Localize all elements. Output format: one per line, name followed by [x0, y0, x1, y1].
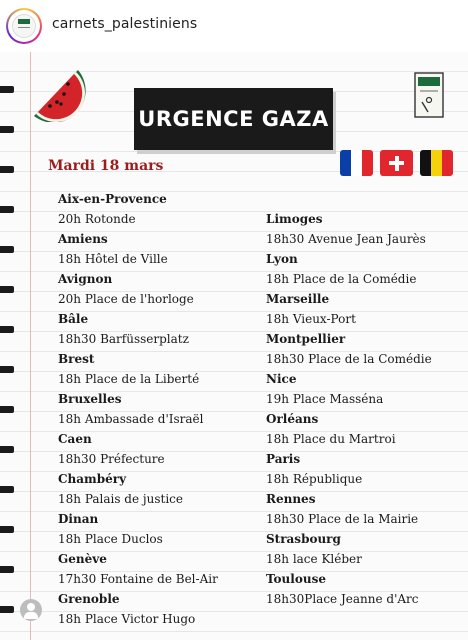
binder-ring	[0, 566, 14, 573]
binder-ring	[0, 246, 14, 253]
profile-avatar[interactable]	[6, 8, 42, 44]
binder-ring	[0, 286, 14, 293]
city-name: Toulouse	[266, 572, 326, 586]
city-name: Lyon	[266, 252, 298, 266]
event-detail: 18h30 Avenue Jean Jaurès	[266, 232, 426, 246]
binder-ring	[0, 126, 14, 133]
event-detail: 18h30Place Jeanne d'Arc	[266, 592, 419, 606]
city-name: Marseille	[266, 292, 330, 306]
event-detail: 18h Palais de justice	[58, 492, 183, 506]
event-detail: 18h Place de la Comédie	[266, 272, 417, 286]
event-detail: 18h Place Duclos	[58, 532, 163, 546]
event-detail: 18h Place Victor Hugo	[58, 612, 196, 626]
belgium-flag-icon	[420, 150, 453, 176]
binder-ring	[0, 406, 14, 413]
binder-ring	[0, 486, 14, 493]
right-column	[266, 209, 432, 609]
city-name: Paris	[266, 452, 301, 466]
binder-ring	[0, 526, 14, 533]
city-name: Strasbourg	[266, 532, 341, 546]
binder-ring	[0, 366, 14, 373]
binder-ring	[0, 86, 14, 93]
city-name: Limoges	[266, 212, 323, 226]
city-name: Chambéry	[58, 472, 127, 486]
event-detail: 18h Hôtel de Ville	[58, 252, 168, 266]
city-name: Rennes	[266, 492, 316, 506]
city-name: Grenoble	[58, 592, 120, 606]
event-detail: 19h Place Masséna	[266, 392, 384, 406]
tagged-user-icon[interactable]	[20, 599, 42, 621]
event-detail: 18h Place de la Liberté	[58, 372, 200, 386]
notebook-sketch-icon	[412, 70, 448, 122]
notebook-logo-icon	[12, 14, 36, 38]
event-detail: 18h30 Préfecture	[58, 452, 165, 466]
switzerland-flag-icon	[380, 150, 413, 176]
city-name: Caen	[58, 432, 92, 446]
event-detail: 20h Rotonde	[58, 212, 136, 226]
left-column	[58, 189, 218, 629]
event-detail: 18h Ambassade d'Israël	[58, 412, 204, 426]
watermelon-icon	[28, 64, 86, 122]
event-detail: 20h Place de l'horloge	[58, 292, 194, 306]
city-name: Amiens	[58, 232, 108, 246]
event-date: Mardi 18 mars	[48, 158, 164, 174]
event-detail: 18h30 Place de la Mairie	[266, 512, 419, 526]
post-image	[0, 52, 468, 640]
event-detail: 18h30 Place de la Comédie	[266, 352, 432, 366]
city-name: Bruxelles	[58, 392, 122, 406]
binder-ring	[0, 326, 14, 333]
city-name: Avignon	[58, 272, 113, 286]
event-detail: 18h30 Barfüsserplatz	[58, 332, 189, 346]
event-detail: 18h République	[266, 472, 363, 486]
city-name: Bâle	[58, 312, 89, 326]
binder-ring	[0, 606, 14, 613]
city-name: Orléans	[266, 412, 319, 426]
city-name: Aix-en-Provence	[58, 192, 167, 206]
binder-ring	[0, 206, 14, 213]
title-banner	[134, 88, 333, 150]
binder-ring	[0, 446, 14, 453]
event-detail: 17h30 Fontaine de Bel-Air	[58, 572, 218, 586]
city-name: Brest	[58, 352, 95, 366]
username[interactable]: carnets_palestiniens	[52, 16, 198, 32]
event-detail: 18h Vieux-Port	[266, 312, 356, 326]
binder-ring	[0, 166, 14, 173]
france-flag-icon	[340, 150, 373, 176]
poster-title: URGENCE GAZA	[138, 107, 329, 131]
city-name: Montpellier	[266, 332, 346, 346]
city-name: Genève	[58, 552, 107, 566]
post-header	[0, 0, 468, 52]
city-name: Dinan	[58, 512, 99, 526]
event-detail: 18h lace Kléber	[266, 552, 362, 566]
city-name: Nice	[266, 372, 297, 386]
event-detail: 18h Place du Martroi	[266, 432, 396, 446]
